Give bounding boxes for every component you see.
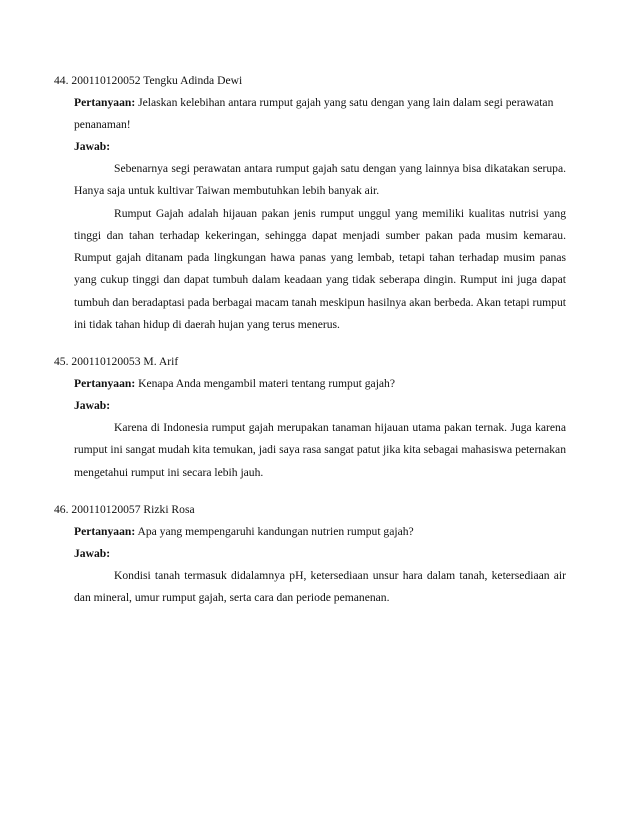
question-label: Pertanyaan:: [74, 525, 136, 538]
question-line: [74, 92, 566, 136]
answer-label: Jawab:: [74, 399, 111, 412]
question-label: Pertanyaan:: [74, 96, 136, 109]
entry-heading: 46. 200110120057 Rizki Rosa: [54, 503, 195, 516]
qa-entry-45: [54, 351, 566, 484]
question-line: [74, 521, 566, 543]
qa-entry-46: [54, 499, 566, 610]
entry-heading: 44. 200110120052 Tengku Adinda Dewi: [54, 74, 243, 87]
question-text: Apa yang mempengaruhi kandungan nutrien rumput gajah?: [137, 525, 414, 538]
qa-entry-44: [54, 70, 566, 336]
entry-heading: 45. 200110120053 M. Arif: [54, 355, 179, 368]
answer-label: Jawab:: [74, 547, 111, 560]
answer-paragraph: Rumput Gajah adalah hijauan pakan jenis rumput unggul yang memiliki kualitas nutrisi yang tinggi dan tahan terhadap kekeringan, sehingga dapat menjadi sumber pakan pada musim kemarau. Rumput gajah ditanam pada lingkungan hawa panas yang lembab, tetapi tahan terhadap musim panas yang cukup tinggi dan dapat tumbuh dalam keadaan yang tidak seberapa dingin. Rumput ini juga dapat tumbuh dan beradaptasi pada berbagai macam tanah meskipun hasilnya akan berbeda. Akan tetapi rumput ini tidak tahan hidup di daerah hujan yang terus menerus.: [74, 206, 566, 332]
answer-paragraph: Kondisi tanah termasuk didalamnya pH, ketersediaan unsur hara dalam tanah, ketersediaan air dan mineral, umur rumput gajah, serta cara dan periode pemanenan.: [74, 569, 566, 605]
question-text: Jelaskan kelebihan antara rumput gajah yang satu dengan yang lain dalam segi perawatan penanaman!: [74, 96, 554, 131]
question-label: Pertanyaan:: [74, 377, 136, 390]
answer-label: Jawab:: [74, 140, 111, 153]
answer-paragraph: Sebenarnya segi perawatan antara rumput gajah satu dengan yang lainnya bisa dikatakan serupa. Hanya saja untuk kultivar Taiwan membutuhkan lebih banyak air.: [74, 162, 566, 198]
answer-paragraph: Karena di Indonesia rumput gajah merupakan tanaman hijauan utama pakan ternak. Juga karena rumput ini sangat mudah kita temukan, jadi saya rasa sangat patut jika kita sebagai mahasiswa peternakan mengetahui rumput ini secara lebih jauh.: [74, 421, 566, 479]
question-text: Kenapa Anda mengambil materi tentang rumput gajah?: [138, 377, 396, 390]
question-line: [74, 373, 566, 395]
